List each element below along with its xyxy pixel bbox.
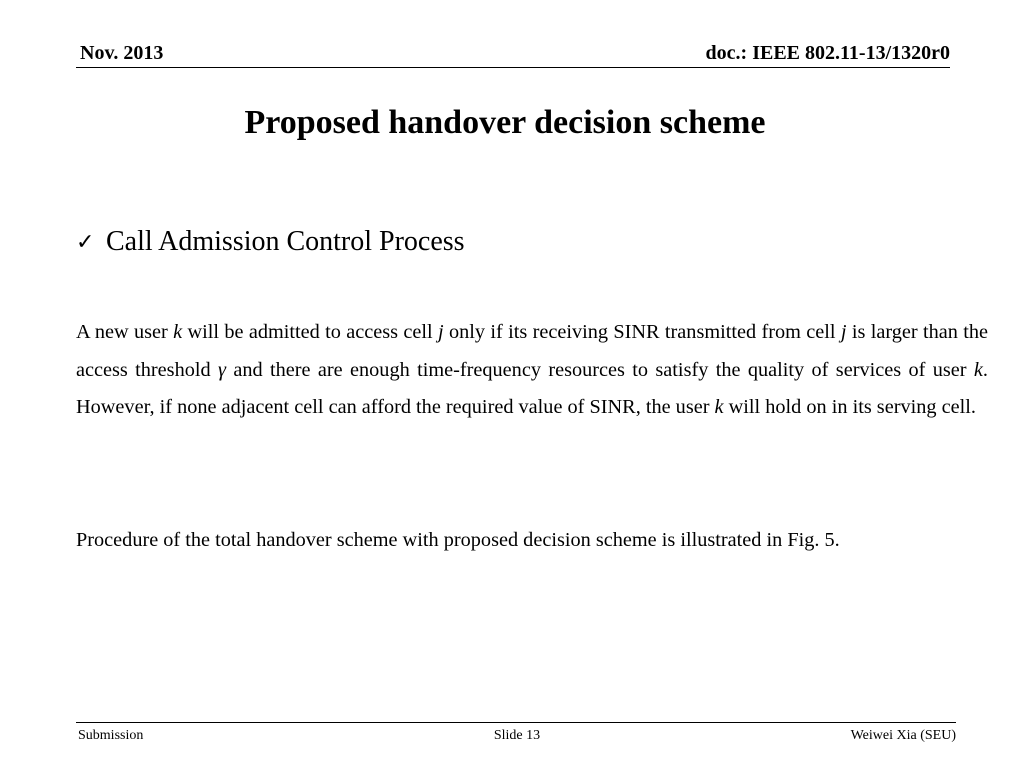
para1-text: A new user [76, 321, 174, 343]
header-doc-id: doc.: IEEE 802.11-13/1320r0 [705, 42, 950, 64]
header-date: Nov. 2013 [80, 42, 164, 64]
footer-submission: Submission [78, 728, 144, 743]
footer-slide-number: Slide 13 [493, 728, 541, 743]
para1-text: . However, if none adjacent cell can afford the required value of SINR, the user [76, 358, 988, 418]
var-gamma: γ [218, 358, 226, 381]
para1-text: and there are enough time-frequency resources to satisfy the quality of services of user [226, 358, 974, 381]
var-k: k [714, 396, 724, 418]
paragraph-call-admission [76, 314, 988, 427]
checkmark-icon: ✓ [76, 229, 95, 255]
para1-text: will hold on in its serving cell. [723, 396, 976, 418]
var-j: j [438, 321, 444, 343]
para1-text: only if its receiving SINR transmitted from cell [443, 321, 841, 343]
paragraph-procedure: Procedure of the total handover scheme with proposed decision scheme is illustrated in Fig. 5. [76, 529, 840, 551]
bullet-item [76, 226, 465, 258]
bullet-text: Call Admission Control Process [106, 226, 465, 257]
header-divider [76, 67, 950, 68]
para1-text: is larger than the access threshold [76, 321, 988, 381]
footer-divider [76, 722, 956, 723]
var-k: k [973, 358, 983, 381]
para1-text: will be admitted to access cell [182, 321, 438, 343]
var-j: j [840, 321, 847, 343]
var-k: k [173, 321, 183, 343]
footer-author: Weiwei Xia (SEU) [850, 728, 956, 743]
slide-title: Proposed handover decision scheme [244, 104, 766, 141]
